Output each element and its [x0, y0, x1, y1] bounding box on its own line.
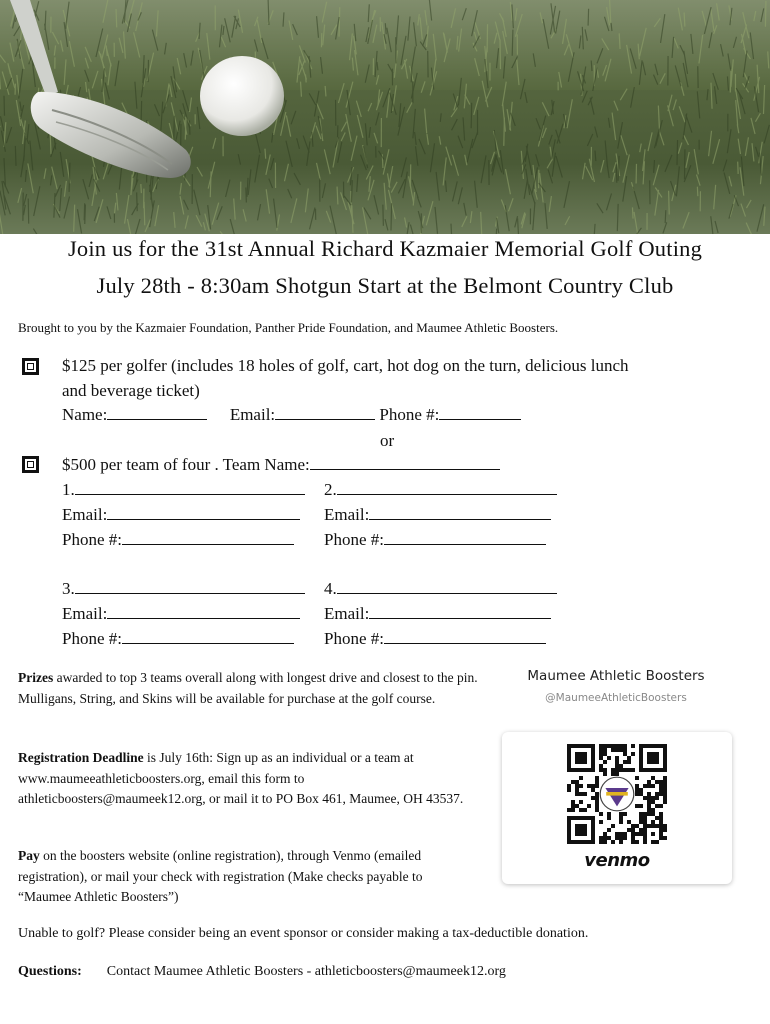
venmo-handle: @MaumeeAthleticBoosters — [545, 692, 687, 704]
player1-email-label: Email: — [62, 505, 108, 524]
event-title: Join us for the 31st Annual Richard Kazmaier Memorial Golf Outing — [67, 236, 703, 261]
player1-email-field[interactable] — [107, 505, 300, 520]
player4-email-field[interactable] — [369, 604, 551, 619]
player3-phone-label: Phone #: — [62, 629, 122, 648]
player2-email-field[interactable] — [369, 505, 551, 520]
player3-row — [62, 579, 305, 599]
player2-email-row — [324, 505, 551, 525]
individual-price-line2: and beverage ticket) — [62, 381, 200, 400]
sponsors-intro: Brought to you by the Kazmaier Foundation, Panther Pride Foundation, and Maumee Athletic Boosters. — [18, 320, 559, 335]
event-date-location: July 28th - 8:30am Shotgun Start at the Belmont Country Club — [96, 273, 674, 298]
phone-field[interactable] — [439, 405, 521, 420]
player2-row — [324, 480, 557, 500]
name-field[interactable] — [107, 405, 207, 420]
player3-phone-row — [62, 629, 294, 649]
player2-email-label: Email: — [324, 505, 370, 524]
player3-email-row — [62, 604, 300, 624]
prizes-paragraph — [18, 668, 488, 709]
player1-phone-label: Phone #: — [62, 530, 122, 549]
name-label: Name: — [62, 405, 108, 424]
questions-contact: Contact Maumee Athletic Boosters - athleticboosters@maumeek12.org — [106, 964, 506, 979]
individual-fields-row — [62, 405, 521, 425]
phone-label: Phone #: — [379, 405, 440, 424]
player1-phone-field[interactable] — [122, 530, 294, 545]
player3-phone-field[interactable] — [122, 629, 294, 644]
player2-phone-label: Phone #: — [324, 530, 384, 549]
player4-row — [324, 579, 557, 599]
player4-email-row — [324, 604, 551, 624]
or-separator: or — [380, 431, 395, 450]
player2-label: 2. — [324, 480, 337, 499]
individual-price-line1: $125 per golfer (includes 18 holes of golf, cart, hot dog on the turn, delicious lunch — [62, 356, 629, 375]
player4-phone-row — [324, 629, 546, 649]
player3-label: 3. — [62, 579, 75, 598]
player4-label: 4. — [324, 579, 337, 598]
player4-name-field[interactable] — [337, 579, 557, 594]
prizes-text: awarded to top 3 teams overall along with longest drive and closest to the pin. Mulligans, String, and Skins will be available for purchase at the golf course. — [18, 670, 478, 706]
venmo-logo: venmo — [584, 850, 650, 871]
team-name-row — [62, 455, 500, 475]
email-field[interactable] — [275, 405, 375, 420]
individual-checkbox[interactable] — [22, 358, 39, 375]
team-checkbox[interactable] — [22, 456, 39, 473]
player1-label: 1. — [62, 480, 75, 499]
deadline-text: is July 16th: Sign up as an individual or a team at www.maumeeathleticboosters.org, email this form to athleticboosters@maumeek12.org, or mail it to PO Box 461, Maumee, OH 43537. — [18, 750, 464, 806]
deadline-paragraph — [18, 748, 468, 810]
pay-text: on the boosters website (online registration), through Venmo (emailed registration), or mail your check with registration (Make checks payable to “Maumee Athletic Boosters”) — [18, 848, 423, 904]
player4-email-label: Email: — [324, 604, 370, 623]
golf-scene-image — [0, 0, 770, 234]
hero-golf-photo — [0, 0, 770, 234]
venmo-qr-card[interactable] — [502, 732, 732, 884]
player3-email-field[interactable] — [107, 604, 300, 619]
email-label: Email: — [229, 405, 276, 424]
player2-name-field[interactable] — [337, 480, 557, 495]
venmo-qr-code-icon[interactable] — [567, 744, 667, 844]
questions-row — [18, 964, 506, 980]
player3-name-field[interactable] — [75, 579, 305, 594]
player3-email-label: Email: — [62, 604, 108, 623]
player2-phone-row — [324, 530, 546, 550]
deadline-heading: Registration Deadline — [18, 750, 144, 765]
team-label: $500 per team of four . Team Name: — [62, 455, 310, 474]
venmo-org-name: Maumee Athletic Boosters — [527, 668, 705, 684]
player4-phone-field[interactable] — [384, 629, 546, 644]
player2-phone-field[interactable] — [384, 530, 546, 545]
player1-name-field[interactable] — [75, 480, 305, 495]
player1-phone-row — [62, 530, 294, 550]
donation-note: Unable to golf? Please consider being an event sponsor or consider making a tax-deductible donation. — [18, 926, 589, 941]
prizes-heading: Prizes — [18, 670, 54, 685]
pay-heading: Pay — [18, 848, 40, 863]
player4-phone-label: Phone #: — [324, 629, 384, 648]
pay-paragraph — [18, 846, 478, 908]
questions-label: Questions: — [18, 964, 82, 979]
team-name-field[interactable] — [310, 455, 500, 470]
player1-email-row — [62, 505, 300, 525]
player1-row — [62, 480, 305, 500]
